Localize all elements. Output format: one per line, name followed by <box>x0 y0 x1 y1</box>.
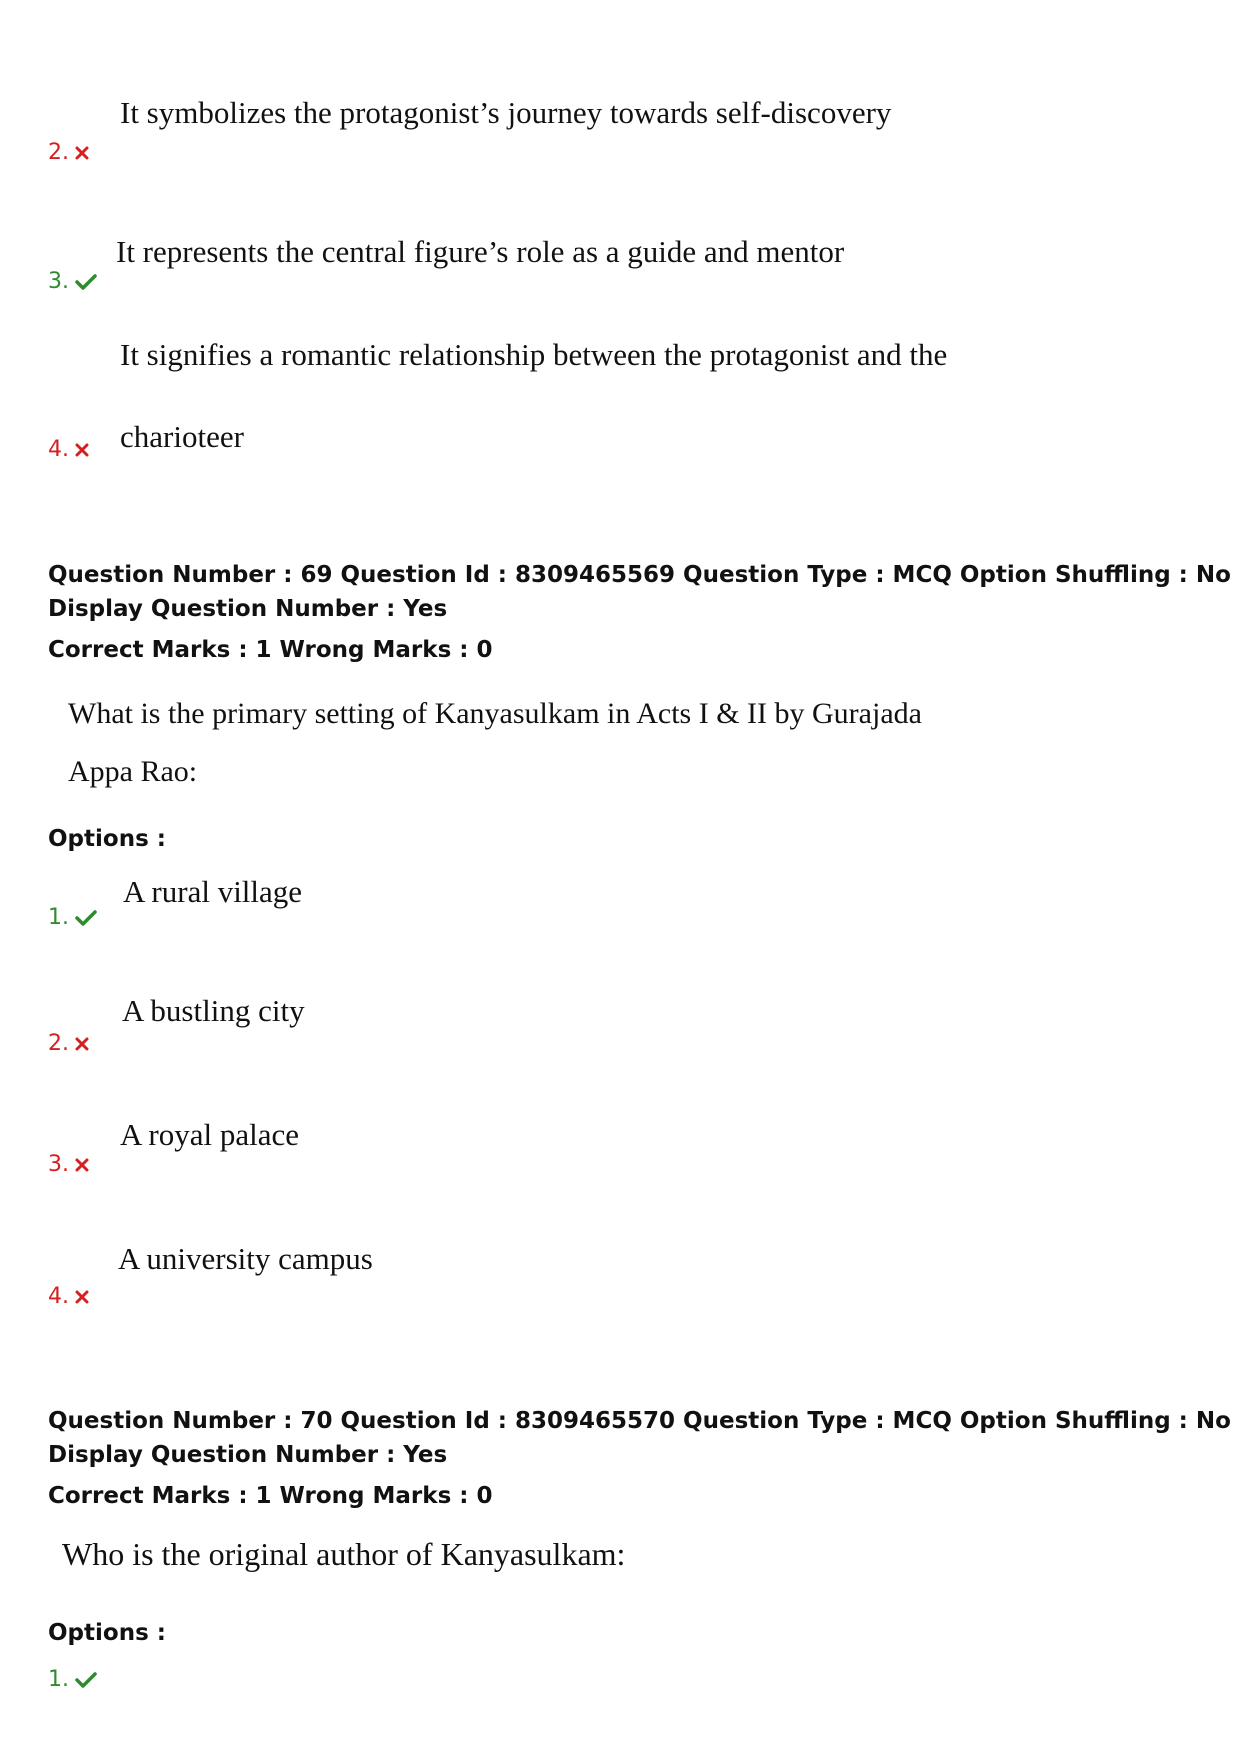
option-text: charioteer <box>120 419 244 454</box>
question-meta: Display Question Number : Yes <box>48 596 448 622</box>
check-icon <box>75 905 97 930</box>
option-text: A bustling city <box>122 993 305 1028</box>
option-text: It signifies a romantic relationship between the protagonist and the <box>120 337 948 372</box>
option-text: It symbolizes the protagonist’s journey towards self-discovery <box>120 95 892 130</box>
option-text: A university campus <box>118 1241 373 1276</box>
question-marks: Correct Marks : 1 Wrong Marks : 0 <box>48 1483 493 1509</box>
options-label: Options : <box>48 1620 166 1646</box>
option-text: It represents the central figure’s role as a guide and mentor <box>116 234 845 269</box>
question-marks: Correct Marks : 1 Wrong Marks : 0 <box>48 637 493 663</box>
option-number: 3. <box>48 1152 89 1177</box>
cross-icon <box>75 437 89 462</box>
option-number: 1. <box>48 1667 97 1692</box>
option-number: 4. <box>48 437 89 462</box>
option-number: 4. <box>48 1284 89 1309</box>
question-text: Appa Rao: <box>68 755 198 788</box>
cross-icon <box>75 140 89 165</box>
cross-icon <box>75 1031 89 1056</box>
option-number: 1. <box>48 905 97 930</box>
question-text: Who is the original author of Kanyasulkam: <box>62 1536 626 1572</box>
option-number: 2. <box>48 1031 89 1056</box>
option-text: A royal palace <box>120 1117 300 1152</box>
check-icon <box>75 1667 97 1692</box>
question-meta: Question Number : 69 Question Id : 8309465569 Question Type : MCQ Option Shuffling : No <box>48 562 1231 588</box>
question-meta: Display Question Number : Yes <box>48 1442 448 1468</box>
cross-icon <box>75 1284 89 1309</box>
option-number: 2. <box>48 140 89 165</box>
option-text: A rural village <box>123 874 303 909</box>
question-meta: Question Number : 70 Question Id : 8309465570 Question Type : MCQ Option Shuffling : No <box>48 1408 1231 1434</box>
question-text: What is the primary setting of Kanyasulkam in Acts I & II by Gurajada <box>68 697 922 730</box>
option-number: 3. <box>48 269 97 294</box>
cross-icon <box>75 1152 89 1177</box>
check-icon <box>75 269 97 294</box>
options-label: Options : <box>48 826 166 852</box>
